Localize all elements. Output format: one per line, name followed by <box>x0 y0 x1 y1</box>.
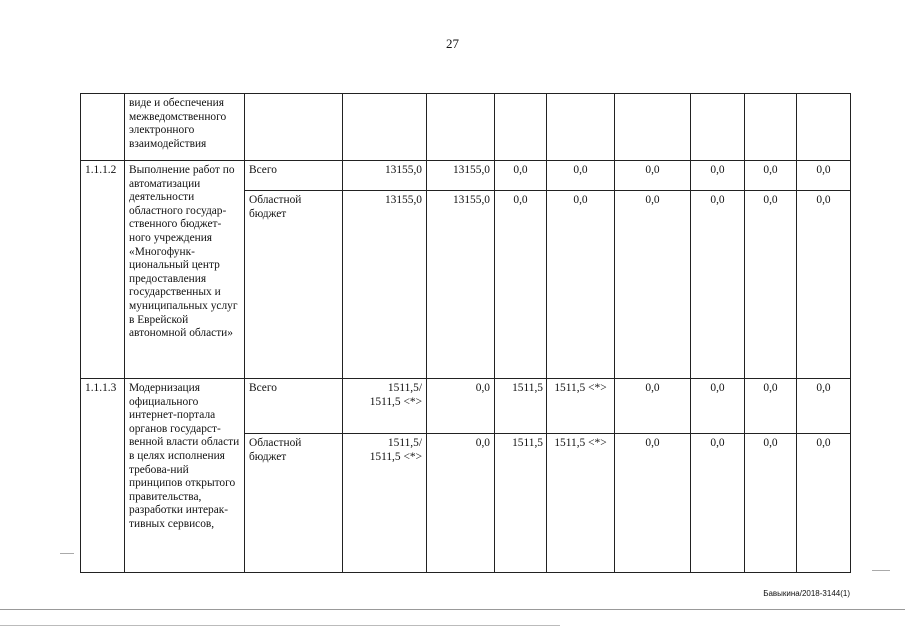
value-cell: 0,0 <box>797 191 851 379</box>
value-cell <box>495 94 547 161</box>
total-note: 1511,5 <*> <box>369 450 422 463</box>
value-cell: 0,0 <box>691 191 745 379</box>
total-value: 1511,5/ <box>387 437 422 449</box>
scan-line <box>0 609 905 610</box>
value-cell: 0,0 <box>797 379 851 434</box>
value-cell: 1511,5 <*> <box>547 379 615 434</box>
value-cell <box>745 94 797 161</box>
value-cell: 0,0 <box>615 434 691 573</box>
code-cell <box>81 94 125 161</box>
value-cell: 0,0 <box>547 161 615 191</box>
value-cell: 0,0 <box>691 161 745 191</box>
value-cell: 13155,0 <box>427 191 495 379</box>
value-cell: 0,0 <box>745 191 797 379</box>
value-cell <box>691 94 745 161</box>
value-cell: 0,0 <box>427 379 495 434</box>
description-cell: Модернизация официального интернет-портала органов государст-венной власти области в целях исполнения требова-ний принципов открытого правительства, разработки интерак-тивных сервисов, <box>125 379 245 573</box>
document-code: Бавыкина/2018-3144(1) <box>763 589 850 598</box>
value-cell: 0,0 <box>745 161 797 191</box>
value-cell: 0,0 <box>797 434 851 573</box>
scan-line <box>872 570 890 571</box>
value-cell: 0,0 <box>691 379 745 434</box>
total-note: 1511,5 <*> <box>369 395 422 408</box>
source-cell: Всего <box>245 161 343 191</box>
value-cell: 0,0 <box>547 191 615 379</box>
description-cell: виде и обеспечения межведомственного электронного взаимодействия <box>125 94 245 161</box>
scan-line <box>0 625 560 626</box>
source-cell: Всего <box>245 379 343 434</box>
code-cell: 1.1.1.3 <box>81 379 125 573</box>
table-row <box>81 94 851 161</box>
value-cell: 0,0 <box>691 434 745 573</box>
value-cell: 1511,5 <*> <box>547 434 615 573</box>
scan-line <box>60 553 74 554</box>
value-cell <box>615 94 691 161</box>
value-cell: 0,0 <box>745 379 797 434</box>
value-cell: 0,0 <box>615 191 691 379</box>
value-cell <box>797 94 851 161</box>
total-cell: 13155,0 <box>343 191 427 379</box>
value-cell: 0,0 <box>495 161 547 191</box>
value-cell: 0,0 <box>745 434 797 573</box>
budget-table <box>80 93 851 573</box>
value-cell: 1511,5 <box>495 434 547 573</box>
source-cell: Областной бюджет <box>245 191 343 379</box>
total-cell <box>343 94 427 161</box>
value-cell: 1511,5 <box>495 379 547 434</box>
table-row <box>81 161 851 191</box>
total-cell <box>343 379 427 434</box>
page-number: 27 <box>446 36 459 51</box>
value-cell <box>427 94 495 161</box>
value-cell: 0,0 <box>615 379 691 434</box>
total-cell: 13155,0 <box>343 161 427 191</box>
source-cell: Областной бюджет <box>245 434 343 573</box>
total-cell <box>343 434 427 573</box>
value-cell: 13155,0 <box>427 161 495 191</box>
value-cell: 0,0 <box>797 161 851 191</box>
total-value: 1511,5/ <box>387 382 422 394</box>
source-cell <box>245 94 343 161</box>
description-cell: Выполнение работ по автоматизации деятельности областного государ-ственного бюджет-ного учреждения «Многофунк-циональный центр предоставления государственных и муниципальных услуг в Еврейской автономной области» <box>125 161 245 379</box>
value-cell: 0,0 <box>427 434 495 573</box>
code-cell: 1.1.1.2 <box>81 161 125 379</box>
value-cell: 0,0 <box>615 161 691 191</box>
value-cell <box>547 94 615 161</box>
table-row <box>81 379 851 434</box>
value-cell: 0,0 <box>495 191 547 379</box>
